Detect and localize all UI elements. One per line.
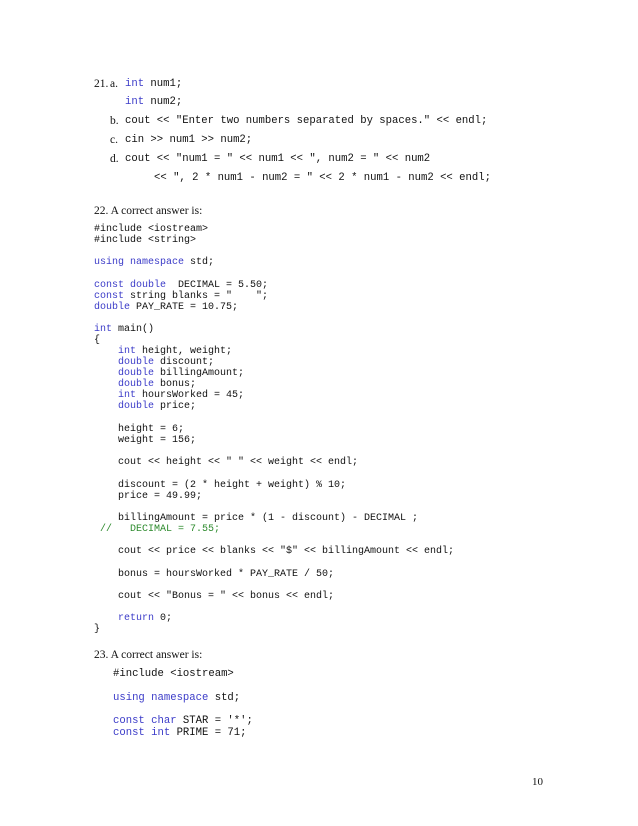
q22-assign-bonus: bonus = hoursWorked * PAY_RATE / 50; xyxy=(118,569,335,580)
keyword: int xyxy=(118,346,137,357)
code-text: price; xyxy=(154,401,197,412)
code-text: billingAmount; xyxy=(154,368,245,379)
q22-main-signature xyxy=(94,325,154,335)
code-text: DECIMAL = 5.50; xyxy=(166,280,269,291)
q22-cout-height-weight: cout << height << " " << weight << endl; xyxy=(118,457,359,468)
code-text: height, weight; xyxy=(136,346,233,357)
code-text: discount; xyxy=(154,357,215,368)
code-text: num2; xyxy=(144,96,183,108)
q22-decl-height-weight xyxy=(118,347,232,357)
q23-include-iostream: #include <iostream> xyxy=(113,668,234,680)
q22-decl-bonus xyxy=(118,380,196,390)
keyword: double xyxy=(118,368,155,379)
q22-cout-price: cout << price << blanks << "$" << billingAmount << endl; xyxy=(118,546,455,557)
q21-d-continuation: << ", 2 * num1 - num2 = " << 2 * num1 - num2 << endl; xyxy=(154,172,491,184)
q22-assign-height: height = 6; xyxy=(118,424,185,435)
q22-cout-bonus: cout << "Bonus = " << bonus << endl; xyxy=(118,591,335,602)
keyword: int xyxy=(125,96,145,108)
q22-assign-discount: discount = (2 * height + weight) % 10; xyxy=(118,480,347,491)
code-text: hoursWorked = 45; xyxy=(136,390,245,401)
page-number: 10 xyxy=(532,776,543,788)
q22-assign-billing: billingAmount = price * (1 - discount) - DECIMAL ; xyxy=(118,513,419,524)
q22-heading: 22. A correct answer is: xyxy=(94,205,203,217)
code-text: PRIME = 71; xyxy=(170,727,247,739)
q23-heading: 23. A correct answer is: xyxy=(94,649,203,661)
q22-include-string: #include <string> xyxy=(94,235,197,246)
code-text: string blanks = " "; xyxy=(124,291,269,302)
q22-assign-price: price = 49.99; xyxy=(118,491,203,502)
q22-const-decimal xyxy=(94,281,268,291)
q21-number: 21. xyxy=(94,78,109,90)
q21-d-code: cout << "num1 = " << num1 << ", num2 = " << num2 xyxy=(125,153,431,165)
q22-pay-rate xyxy=(94,303,238,313)
q21-b-label: b. xyxy=(110,115,119,127)
keyword: double xyxy=(118,357,155,368)
keyword: const double xyxy=(94,280,167,291)
q21-b-code: cout << "Enter two numbers separated by spaces." << endl; xyxy=(125,115,488,127)
keyword: double xyxy=(118,379,155,390)
keyword: const char xyxy=(113,715,177,727)
q21-a-label: a. xyxy=(110,78,118,90)
q22-include-iostream: #include <iostream> xyxy=(94,224,209,235)
q23-const-prime xyxy=(113,728,247,739)
q22-comment-decimal: // DECIMAL = 7.55; xyxy=(100,524,221,535)
keyword: const int xyxy=(113,727,171,739)
keyword: int xyxy=(118,390,137,401)
q21-a-line1 xyxy=(125,79,182,90)
q21-c-code: cin >> num1 >> num2; xyxy=(125,134,253,146)
q22-return xyxy=(118,614,172,624)
q22-close-brace: } xyxy=(94,624,101,635)
keyword: int xyxy=(94,324,113,335)
code-text: bonus; xyxy=(154,379,197,390)
code-text: STAR = '*'; xyxy=(176,715,253,727)
q22-decl-billing xyxy=(118,369,244,379)
code-text: PAY_RATE = 10.75; xyxy=(130,302,239,313)
q21-c-label: c. xyxy=(110,134,118,146)
keyword: using namespace xyxy=(113,692,209,704)
q22-open-brace: { xyxy=(94,335,101,346)
code-text: std; xyxy=(184,257,215,268)
q22-decl-price xyxy=(118,402,196,412)
keyword: return xyxy=(118,613,155,624)
keyword: double xyxy=(94,302,131,313)
code-text: 0; xyxy=(154,613,173,624)
q22-assign-weight: weight = 156; xyxy=(118,435,197,446)
q22-decl-hours xyxy=(118,391,244,401)
q23-const-star xyxy=(113,716,253,727)
keyword: double xyxy=(118,401,155,412)
code-text: main() xyxy=(112,324,155,335)
code-text: std; xyxy=(208,692,241,704)
q23-using-namespace xyxy=(113,693,240,704)
code-text: num1; xyxy=(144,78,183,90)
keyword: const xyxy=(94,291,125,302)
q22-using-namespace xyxy=(94,258,214,268)
q22-decl-discount xyxy=(118,358,214,368)
q21-a-line2 xyxy=(125,97,182,108)
keyword: int xyxy=(125,78,145,90)
q21-d-label: d. xyxy=(110,153,119,165)
q22-const-blanks xyxy=(94,292,268,302)
keyword: using namespace xyxy=(94,257,185,268)
